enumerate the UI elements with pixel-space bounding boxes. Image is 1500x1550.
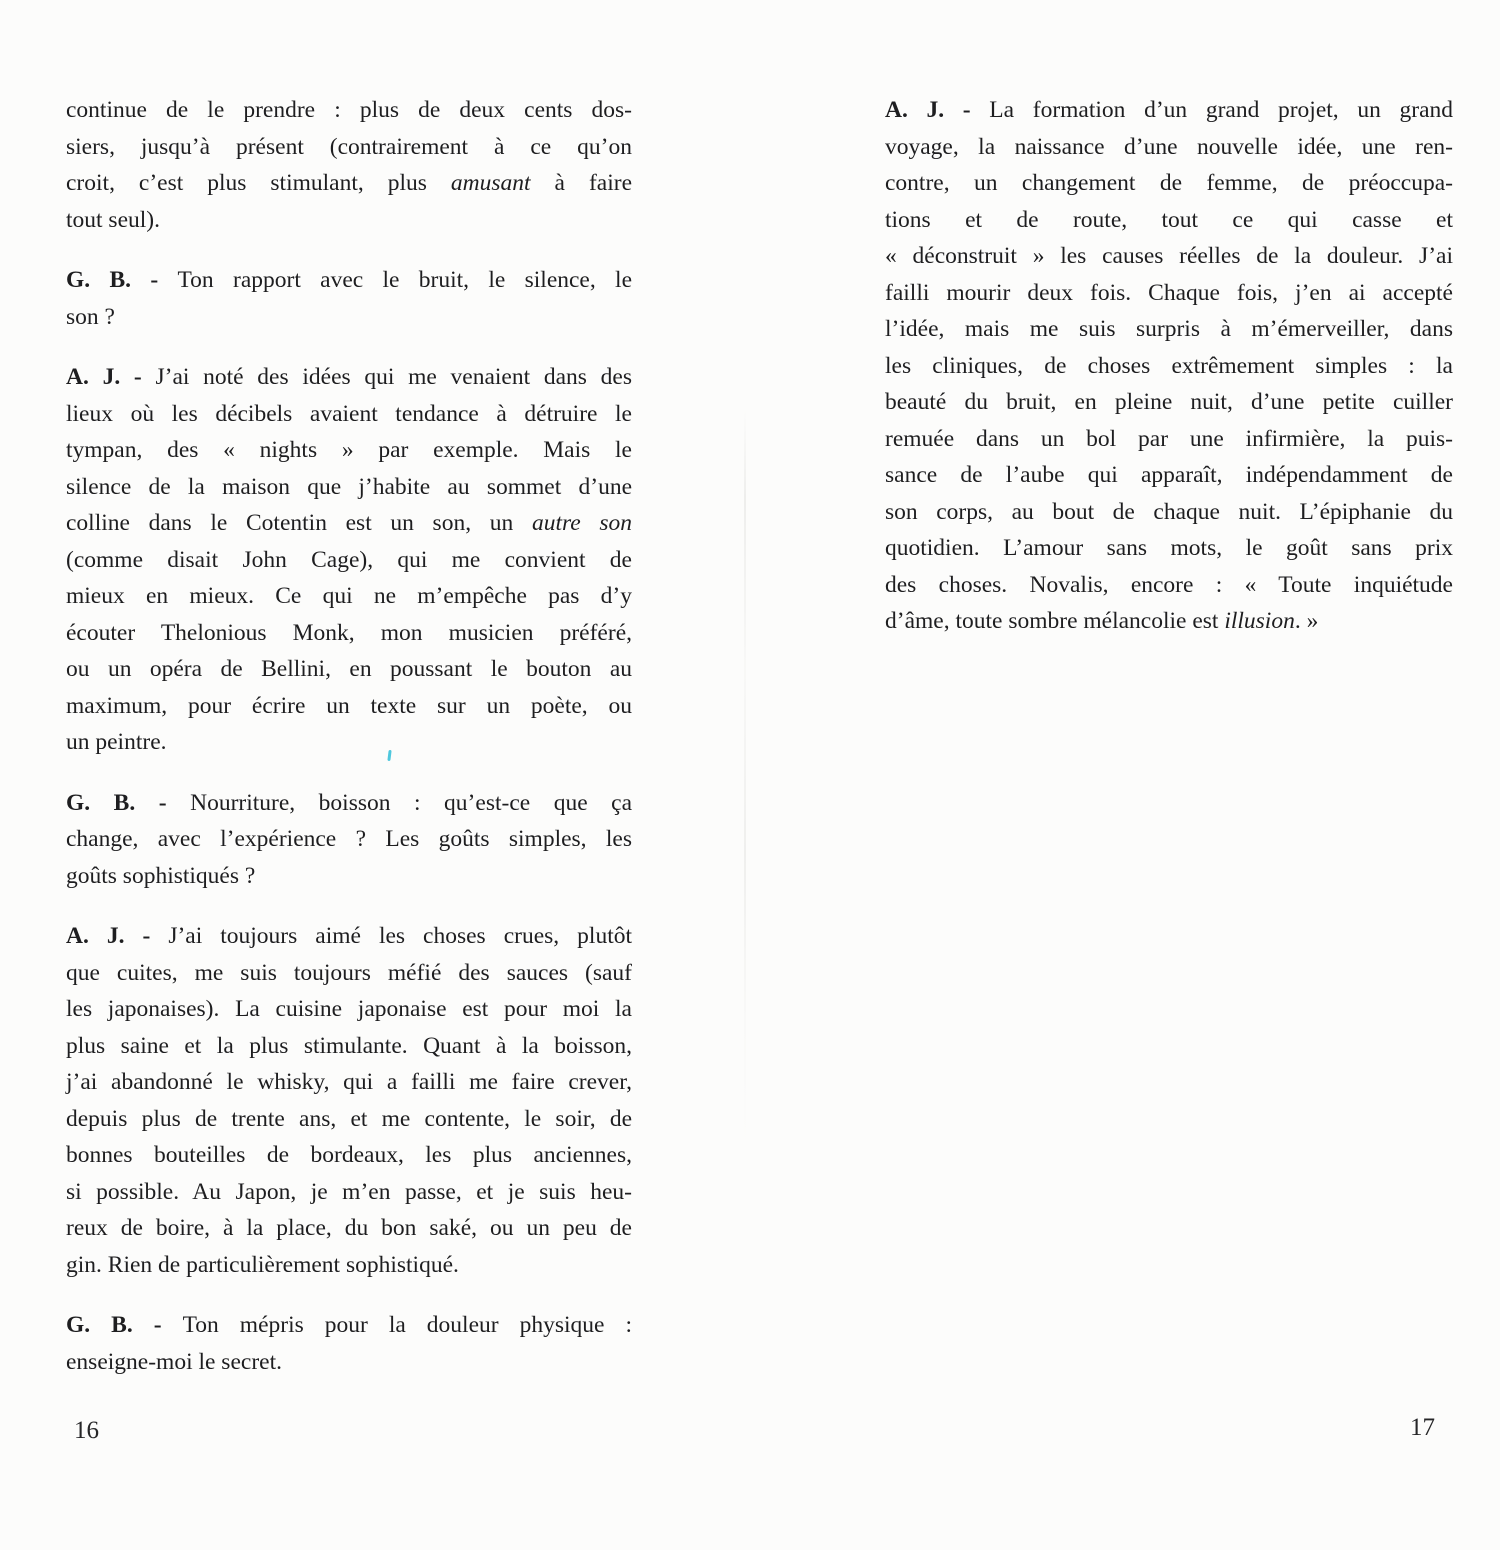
text-segment: siers, jusqu’à présent (contrairement à ce qu’on bbox=[66, 133, 632, 160]
text-segment: plus saine et la plus stimulante. Quant à la boisson, bbox=[66, 1032, 632, 1059]
text-segment: J’ai toujours aimé les choses crues, plutôt bbox=[168, 923, 633, 949]
text-segment: écouter Thelonious Monk, mon musicien préféré, bbox=[66, 619, 632, 646]
text-line bbox=[66, 1247, 632, 1284]
text-segment: gin. Rien de particulièrement sophistiqué. bbox=[66, 1251, 459, 1278]
text-line bbox=[885, 457, 1453, 494]
text-segment: maximum, pour écrire un texte sur un poète, ou bbox=[66, 692, 632, 719]
text-segment: l’idée, mais me suis surpris à m’émerveiller, dans bbox=[885, 316, 1453, 342]
text-line bbox=[66, 918, 632, 955]
text-line bbox=[66, 821, 632, 858]
paragraph bbox=[66, 262, 632, 335]
paragraph bbox=[66, 918, 632, 1283]
text-segment: colline dans le Cotentin est un son, un bbox=[66, 510, 532, 536]
text-segment: failli mourir deux fois. Chaque fois, j’en ai accepté bbox=[885, 279, 1453, 306]
text-line bbox=[66, 1028, 632, 1065]
paragraph bbox=[66, 92, 632, 238]
text-segment: sance de l’aube qui apparaît, indépendamment de bbox=[885, 462, 1453, 488]
text-segment: Ton rapport avec le bruit, le silence, le bbox=[177, 267, 633, 293]
text-line bbox=[66, 202, 632, 239]
text-segment: autre son bbox=[531, 510, 632, 536]
text-line bbox=[66, 1210, 632, 1247]
text-line bbox=[885, 92, 1453, 129]
text-line bbox=[66, 1137, 632, 1174]
speaker-label: A. J. - bbox=[66, 364, 156, 390]
text-segment: bonnes bouteilles de bordeaux, les plus anciennes, bbox=[66, 1142, 632, 1168]
text-line bbox=[885, 275, 1453, 312]
text-line bbox=[885, 238, 1453, 275]
text-line bbox=[66, 396, 632, 433]
text-line bbox=[66, 1064, 632, 1101]
text-segment: enseigne-moi le secret. bbox=[66, 1348, 282, 1375]
text-line bbox=[66, 542, 632, 579]
text-line bbox=[885, 603, 1453, 640]
text-segment: beauté du bruit, en pleine nuit, d’une petite cuiller bbox=[885, 389, 1453, 415]
text-line bbox=[66, 1101, 632, 1138]
text-line bbox=[66, 955, 632, 992]
text-segment: contre, un changement de femme, de préoccupa- bbox=[885, 170, 1453, 196]
text-segment: « déconstruit » les causes réelles de la douleur. J’ai bbox=[885, 243, 1453, 269]
text-line bbox=[885, 421, 1453, 458]
text-line bbox=[66, 858, 632, 895]
text-line bbox=[66, 724, 632, 761]
text-line bbox=[66, 1174, 632, 1211]
text-segment: Ton mépris pour la douleur physique : bbox=[182, 1312, 632, 1338]
text-segment: illusion bbox=[1224, 608, 1295, 634]
gutter-fold-shadow bbox=[744, 410, 746, 1150]
text-line bbox=[66, 129, 632, 166]
text-line bbox=[66, 651, 632, 688]
text-segment: les cliniques, de choses extrêmement simples : la bbox=[885, 352, 1453, 379]
text-line bbox=[66, 615, 632, 652]
text-segment: voyage, la naissance d’une nouvelle idée, une ren- bbox=[885, 133, 1453, 160]
speaker-label: G. B. - bbox=[66, 789, 191, 816]
speaker-label: A. J. - bbox=[885, 97, 990, 123]
text-line bbox=[66, 785, 632, 822]
text-segment: mieux en mieux. Ce qui ne m’empêche pas d’y bbox=[66, 583, 632, 609]
text-line bbox=[66, 469, 632, 506]
text-line bbox=[885, 129, 1453, 166]
page-17-text-column bbox=[885, 92, 1453, 640]
text-segment: tions et de route, tout ce qui casse et bbox=[885, 206, 1453, 233]
text-line bbox=[66, 1344, 632, 1381]
text-line bbox=[885, 384, 1453, 421]
text-segment: reux de boire, à la place, du bon saké, ou un peu de bbox=[66, 1215, 632, 1241]
text-line bbox=[66, 688, 632, 725]
text-line bbox=[66, 578, 632, 615]
text-line bbox=[885, 165, 1453, 202]
text-line bbox=[885, 494, 1453, 531]
text-segment: silence de la maison que j’habite au sommet d’une bbox=[66, 473, 632, 500]
text-segment: goûts sophistiqués ? bbox=[66, 862, 256, 889]
page-number-16: 16 bbox=[74, 1417, 99, 1444]
text-line bbox=[66, 359, 632, 396]
text-line bbox=[66, 1307, 632, 1344]
text-segment: son corps, au bout de chaque nuit. L’épiphanie du bbox=[885, 498, 1453, 525]
text-line bbox=[66, 92, 632, 129]
text-segment: change, avec l’expérience ? Les goûts simples, les bbox=[66, 826, 632, 852]
text-segment: remuée dans un bol par une infirmière, la puis- bbox=[885, 425, 1453, 452]
text-segment: d’âme, toute sombre mélancolie est bbox=[885, 608, 1225, 634]
text-segment: ou un opéra de Bellini, en poussant le bouton au bbox=[66, 656, 632, 682]
text-line bbox=[66, 505, 632, 542]
paragraph bbox=[66, 1307, 632, 1380]
text-line bbox=[66, 432, 632, 469]
text-segment: . » bbox=[1294, 608, 1319, 634]
page-16-text-column bbox=[66, 92, 632, 1380]
text-segment: croit, c’est plus stimulant, plus bbox=[66, 170, 451, 196]
text-line bbox=[66, 262, 632, 299]
text-segment: depuis plus de trente ans, et me contente, le soir, de bbox=[66, 1105, 632, 1132]
text-line bbox=[885, 530, 1453, 567]
text-line bbox=[885, 202, 1453, 239]
text-segment: lieux où les décibels avaient tendance à détruire le bbox=[66, 400, 632, 427]
text-segment: son ? bbox=[66, 303, 115, 330]
page-number-17: 17 bbox=[1410, 1414, 1435, 1441]
text-line bbox=[66, 991, 632, 1028]
text-segment: tout seul). bbox=[66, 206, 160, 233]
text-segment: un peintre. bbox=[66, 729, 167, 755]
text-line bbox=[885, 348, 1453, 385]
text-segment: à faire bbox=[530, 170, 632, 196]
text-segment: tympan, des « nights » par exemple. Mais le bbox=[66, 437, 632, 463]
text-segment: J’ai noté des idées qui me venaient dans des bbox=[155, 364, 632, 390]
text-segment: La formation d’un grand projet, un grand bbox=[989, 97, 1454, 123]
text-segment: si possible. Au Japon, je m’en passe, et je suis heu- bbox=[66, 1178, 632, 1205]
paragraph bbox=[66, 785, 632, 895]
text-segment: Nourriture, boisson : qu’est-ce que ça bbox=[190, 789, 632, 816]
text-segment: quotidien. L’amour sans mots, le goût sans prix bbox=[885, 535, 1453, 561]
text-segment: (comme disait John Cage), qui me convient de bbox=[66, 546, 632, 573]
text-line bbox=[885, 311, 1453, 348]
text-line bbox=[66, 299, 632, 336]
text-segment: j’ai abandonné le whisky, qui a failli me faire crever, bbox=[66, 1069, 632, 1095]
speaker-label: G. B. - bbox=[66, 267, 178, 293]
text-line bbox=[66, 165, 632, 202]
text-segment: continue de le prendre : plus de deux cents dos- bbox=[66, 97, 632, 123]
speaker-label: G. B. - bbox=[66, 1312, 183, 1338]
text-segment: que cuites, me suis toujours méfié des sauces (sauf bbox=[66, 959, 632, 986]
speaker-label: A. J. - bbox=[66, 923, 169, 949]
paragraph bbox=[66, 359, 632, 761]
text-segment: les japonaises). La cuisine japonaise est pour moi la bbox=[66, 996, 632, 1022]
paragraph bbox=[885, 92, 1453, 640]
text-line bbox=[885, 567, 1453, 604]
text-segment: des choses. Novalis, encore : « Toute inquiétude bbox=[885, 571, 1453, 598]
text-segment: amusant bbox=[450, 170, 531, 196]
